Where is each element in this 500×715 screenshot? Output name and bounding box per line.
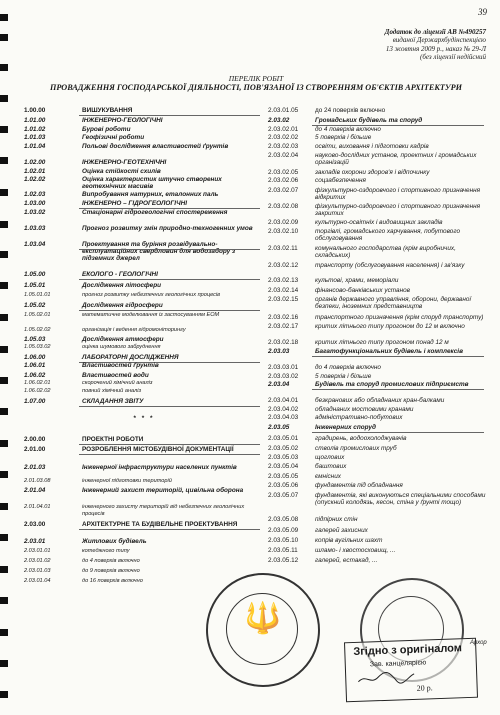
entry-text: копрів вугільних шахт — [315, 537, 383, 544]
entry-text: Громадських будівель та споруд — [315, 117, 423, 124]
entry-text: комунального господарства (крім виробничих, складських) — [315, 245, 456, 260]
entry-code: 2.03.05.12 — [268, 557, 299, 564]
entry-text: ЛАБОРАТОРНІ ДОСЛІДЖЕННЯ — [82, 354, 179, 361]
entry-text: організація і ведення гідромоніторингу — [82, 327, 186, 333]
entry-text: АРХІТЕКТУРНЕ ТА БУДІВЕЛЬНЕ ПРОЕКТУВАННЯ — [82, 521, 238, 528]
entry-text: підпірних стін — [315, 516, 358, 523]
entry-code: 2.03.02.17 — [268, 323, 299, 330]
entry-text: до 24 поверхів включно — [315, 107, 386, 114]
entry-text: стволів промислових труб — [315, 445, 397, 452]
entry-code: 2.03.01.04 — [24, 578, 51, 584]
entry-code: 1.05.02 — [24, 302, 46, 309]
entry-text: фізкультурно-оздоровчого і спортивного призначення закритих — [315, 203, 481, 218]
entry-code: 2.01.00 — [24, 446, 46, 453]
entry-text: щоглових — [315, 454, 345, 461]
entry-text: закладів охорони здоров'я і відпочинку — [315, 169, 430, 176]
entry-code: 2.03.02.05 — [268, 169, 299, 176]
entry-code: 1.06.01 — [24, 362, 46, 369]
entry-text: Будівель та споруд промислових підприємств — [315, 381, 469, 388]
entry-code: 1.03.03 — [24, 225, 46, 232]
entry-code: 2.03.01 — [24, 538, 46, 545]
entry-text: Інженерних споруд — [315, 424, 376, 431]
entry-code: 1.01.03 — [24, 134, 46, 141]
entry-code: 1.06.02.02 — [24, 388, 51, 394]
entry-text: Проектування та буріння розвідувально-експлуатаційних свердловин для водозабору з підземних джерел — [82, 241, 236, 263]
entry-text: прогноз розвитку небезпечних геологічних процесів — [82, 292, 221, 298]
entry-text: фінансово-банківських установ — [315, 287, 410, 294]
entry-code: 2.03.02.16 — [268, 314, 299, 321]
entry-text: Інженерної інфраструктури населених пунктів — [82, 464, 237, 471]
entry-text: скорочений хімічний аналіз — [82, 380, 153, 386]
entry-text: Житлових будівель — [82, 538, 147, 545]
entry-code: 1.03.04 — [24, 241, 46, 248]
entry-code: 2.01.04.01 — [24, 504, 51, 510]
entry-code: 1.02.00 — [24, 159, 46, 166]
entry-text: РОЗРОБЛЕННЯ МІСТОБУДІВНОЇ ДОКУМЕНТАЦІЇ — [82, 446, 234, 453]
entry-code: 1.05.03.02 — [24, 344, 51, 350]
entry-code: 2.03.02.06 — [268, 177, 299, 184]
entry-code: 2.03.05.11 — [268, 547, 298, 554]
entry-code: 1.06.02.01 — [24, 380, 51, 386]
entry-text: ІНЖЕНЕРНО – ГІДРОГЕОЛОГІЧНІ — [82, 200, 188, 207]
entry-text: безкранових або обладнаних кран-балками — [315, 397, 445, 404]
entry-code: 2.03.05.06 — [268, 482, 299, 489]
entry-code: 2.03.05.05 — [268, 473, 299, 480]
entry-text: ємнісних — [315, 473, 341, 480]
entry-text: до 4 поверхів включно — [315, 126, 381, 133]
entry-code: 1.02.02 — [24, 176, 46, 183]
entry-text: градирень, водоохолоджувачів — [315, 435, 407, 442]
entry-code: 2.03.05.09 — [268, 527, 299, 534]
entry-code: 2.03.02.18 — [268, 339, 299, 346]
section-divider-stars: * * * — [133, 415, 155, 422]
entry-code: 2.03.05.08 — [268, 516, 299, 523]
entry-text: до 16 поверхів включно — [82, 578, 143, 584]
entry-code: 2.03.02.14 — [268, 287, 299, 294]
entry-code: 2.03.01.02 — [24, 558, 51, 564]
entry-text: Властивостей ґрунтів — [82, 362, 159, 369]
addendum-line-4: (без ліцензії недійсний — [420, 53, 486, 62]
addendum-line-1: Додаток до ліцензії АВ №490257 — [384, 28, 486, 36]
entry-text: Дослідження гідросфери — [82, 302, 163, 309]
separator-line — [79, 310, 260, 311]
entry-code: 2.03.01.03 — [24, 568, 51, 574]
title-line-2: ПРОВАДЖЕННЯ ГОСПОДАРСЬКОЇ ДІЯЛЬНОСТІ, ПОВ'ЯЗАНОЇ ІЗ СТВОРЕННЯМ ОБ'ЄКТІВ АРХІТЕКТУРИ — [50, 83, 462, 92]
entry-text: математичне моделювання із застосуванням ЕОМ — [82, 312, 220, 318]
entry-code: 2.01.03 — [24, 464, 46, 471]
entry-code: 2.00.00 — [24, 436, 46, 443]
binder-holes — [0, 0, 10, 715]
entry-code: 1.05.01 — [24, 282, 46, 289]
entry-text: обладнаних мостовими кранами — [315, 406, 414, 413]
addendum-line-3: 13 жовтня 2009 р., наказ № 29-Л — [385, 44, 486, 53]
entry-code: 2.03.02.01 — [268, 126, 299, 133]
separator-line — [79, 454, 260, 455]
entry-code: 1.07.00 — [24, 398, 46, 405]
entry-text: транспорту (обслуговування населення) і зв'язку — [315, 262, 465, 269]
entry-text: науково-дослідних установ, проектних і громадських організацій — [315, 152, 477, 167]
entry-code: 2.03.02.08 — [268, 203, 299, 210]
entry-code: 2.03.02.13 — [268, 277, 299, 284]
entry-text: фундаментів, які виконуються спеціальними способами (опускний колодязь, кесон, стіна у ґрунті тощо) — [315, 492, 486, 507]
entry-code: 2.01.03.08 — [24, 478, 51, 484]
entry-text: Прогноз розвитку змін природно-техногенних умов — [82, 225, 253, 232]
entry-text: до 4 поверхів включно — [82, 558, 140, 564]
entry-code: 1.06.00 — [24, 354, 46, 361]
license-addendum — [256, 28, 486, 62]
entry-text: транспортного призначення (крім споруд транспорту) — [315, 314, 484, 321]
page-number: 39 — [478, 7, 487, 17]
entry-text: органів державного управління, оборони, державної безпеки, іноземних представництв — [315, 296, 471, 311]
entry-code: 2.03.02.10 — [268, 228, 299, 235]
entry-code: 1.06.02 — [24, 372, 46, 379]
signature-icon — [356, 670, 416, 686]
entry-code: 2.03.04.02 — [268, 406, 299, 413]
entry-code: 2.03.03.02 — [268, 373, 299, 380]
margin-note: Архор — [470, 640, 487, 646]
official-seal — [206, 573, 320, 687]
separator-line — [79, 444, 260, 445]
entry-text: галерей, естакад, ... — [315, 557, 378, 564]
entry-text: до 4 поверхів включно — [315, 364, 381, 371]
entry-text: торгівлі, громадського харчування, побутового обслуговування — [315, 228, 460, 243]
entry-code: 2.03.01.05 — [268, 107, 299, 114]
entry-code: 2.03.05 — [268, 424, 290, 431]
entry-code: 2.03.02.09 — [268, 219, 299, 226]
entry-code: 2.03.04 — [268, 381, 290, 388]
entry-text: СКЛАДАННЯ ЗВІТУ — [82, 398, 144, 405]
entry-code: 1.01.00 — [24, 117, 46, 124]
entry-text: Інженерний захист територій, цивільна оборона — [82, 487, 244, 494]
separator-line — [79, 529, 260, 530]
entry-code: 1.05.00 — [24, 271, 46, 278]
trident-emblem-icon: 🔱 — [244, 602, 282, 635]
entry-code: 1.03.00 — [24, 200, 46, 207]
entry-text: ІНЖЕНЕРНО-ГЕОЛОГІЧНІ — [82, 117, 163, 124]
separator-line — [79, 406, 260, 407]
entry-code: 2.03.02.11 — [268, 245, 298, 252]
entry-code: 2.03.03 — [268, 348, 290, 355]
stamp-page: 20 р. — [416, 683, 433, 693]
entry-code: 2.03.02.12 — [268, 262, 299, 269]
entry-code: 2.03.04.03 — [268, 414, 299, 421]
document-title — [20, 74, 492, 92]
addendum-line-2: виданої Держархбудінспекцією — [392, 36, 486, 45]
entry-text: критих літнього типу прогоном понад 12 м — [315, 339, 449, 346]
entry-code: 2.03.02.03 — [268, 143, 299, 150]
entry-text: інженерної підготовки територій — [82, 478, 172, 484]
entry-code: 2.03.02.15 — [268, 296, 299, 303]
entry-code: 2.03.05.02 — [268, 445, 299, 452]
stamp-subtitle: Зав. канцелярією — [369, 659, 427, 669]
entry-code: 1.05.03 — [24, 336, 46, 343]
entry-code: 2.03.02 — [268, 117, 290, 124]
entry-text: Багатофункціональних будівель і комплексів — [315, 348, 463, 355]
entry-text: Польові дослідження властивостей ґрунтів — [82, 143, 229, 150]
entry-text: ЕКОЛОГО - ГЕОЛОГІЧНІ — [82, 271, 158, 278]
entry-code: 2.03.05.07 — [268, 492, 299, 499]
entry-code: 2.03.02.02 — [268, 134, 299, 141]
entry-text: соцзабезпечення — [315, 177, 366, 184]
entry-text: Оцінка характеристик штучно створених геотехнічних масивів — [82, 176, 222, 191]
entry-code: 1.02.01 — [24, 168, 46, 175]
entry-text: Властивостей води — [82, 372, 149, 379]
entry-text: ІНЖЕНЕРНО-ГЕОТЕХНІЧНІ — [82, 159, 167, 166]
entry-code: 2.03.05.04 — [268, 463, 299, 470]
entry-text: Геофізичні роботи — [82, 134, 145, 141]
separator-line — [312, 356, 484, 357]
entry-code: 1.01.04 — [24, 143, 46, 150]
entry-text: критих літнього типу прогоном до 12 м включно — [315, 323, 465, 330]
entry-text: фундаментів під обладнання — [315, 482, 403, 489]
entry-text: 5 поверхів і більше — [315, 373, 372, 380]
entry-code: 2.03.00 — [24, 521, 46, 528]
entry-code: 1.05.02.01 — [24, 312, 51, 318]
entry-code: 2.01.04 — [24, 487, 46, 494]
entry-code: 2.03.02.04 — [268, 152, 299, 159]
entry-code: 1.02.03 — [24, 191, 46, 198]
entry-text: шламо- і хвостосховищ, ... — [315, 547, 396, 554]
entry-text: котеджного типу — [82, 548, 130, 554]
entry-text: Дослідження атмосфери — [82, 336, 164, 343]
entry-code: 2.03.01.01 — [24, 548, 51, 554]
entry-text: інженерного захисту територій від небезпечних геологічних процесів — [82, 504, 245, 518]
separator-line — [312, 389, 484, 390]
separator-line — [79, 115, 260, 116]
title-line-1: ПЕРЕЛІК РОБІТ — [228, 74, 284, 83]
entry-code: 1.05.01.01 — [24, 292, 51, 298]
entry-text: повний хімічний аналіз — [82, 388, 142, 394]
stamp-title: Згідно з оригіналом — [353, 642, 463, 658]
entry-text: Дослідження літосфери — [82, 282, 162, 289]
entry-code: 2.03.05.01 — [268, 435, 299, 442]
separator-line — [79, 249, 260, 250]
entry-text: Стаціонарні гідрогеологічні спостереження — [82, 209, 228, 216]
certification-stamp — [344, 638, 478, 703]
entry-text: освіти, виховання і підготовки кадрів — [315, 143, 429, 150]
entry-code: 2.03.05.10 — [268, 537, 299, 544]
entry-code: 2.03.02.07 — [268, 187, 299, 194]
separator-line — [79, 279, 260, 280]
entry-text: фізкультурно-оздоровчого і спортивного призначення відкритих — [315, 187, 481, 202]
entry-code: 2.03.03.01 — [268, 364, 299, 371]
entry-text: Випробування натурних, еталонних паль — [82, 191, 219, 198]
entry-text: баштових — [315, 463, 347, 470]
entry-text: Бурові роботи — [82, 126, 131, 133]
entry-text: до 9 поверхів включно — [82, 568, 140, 574]
entry-code: 2.03.04.01 — [268, 397, 299, 404]
entry-text: ВИШУКУВАННЯ — [82, 107, 133, 114]
entry-text: Оцінка стійкості схилів — [82, 168, 161, 175]
entry-text: адміністративно-побутових — [315, 414, 403, 421]
entry-text: культові, храми, меморіали — [315, 277, 399, 284]
entry-text: оцінка шумового забруднення — [82, 344, 161, 350]
entry-text: 5 поверхів і більше — [315, 134, 372, 141]
entry-code: 2.03.05.03 — [268, 454, 299, 461]
entry-code: 1.03.02 — [24, 209, 46, 216]
entry-code: 1.01.02 — [24, 126, 46, 133]
entry-code: 1.05.02.02 — [24, 327, 51, 333]
separator-line — [312, 432, 484, 433]
entry-text: культурно-освітніх і видовищних закладів — [315, 219, 443, 226]
entry-code: 1.00.00 — [24, 107, 46, 114]
entry-text: галерей захисних — [315, 527, 368, 534]
entry-text: ПРОЕКТНІ РОБОТИ — [82, 436, 144, 443]
